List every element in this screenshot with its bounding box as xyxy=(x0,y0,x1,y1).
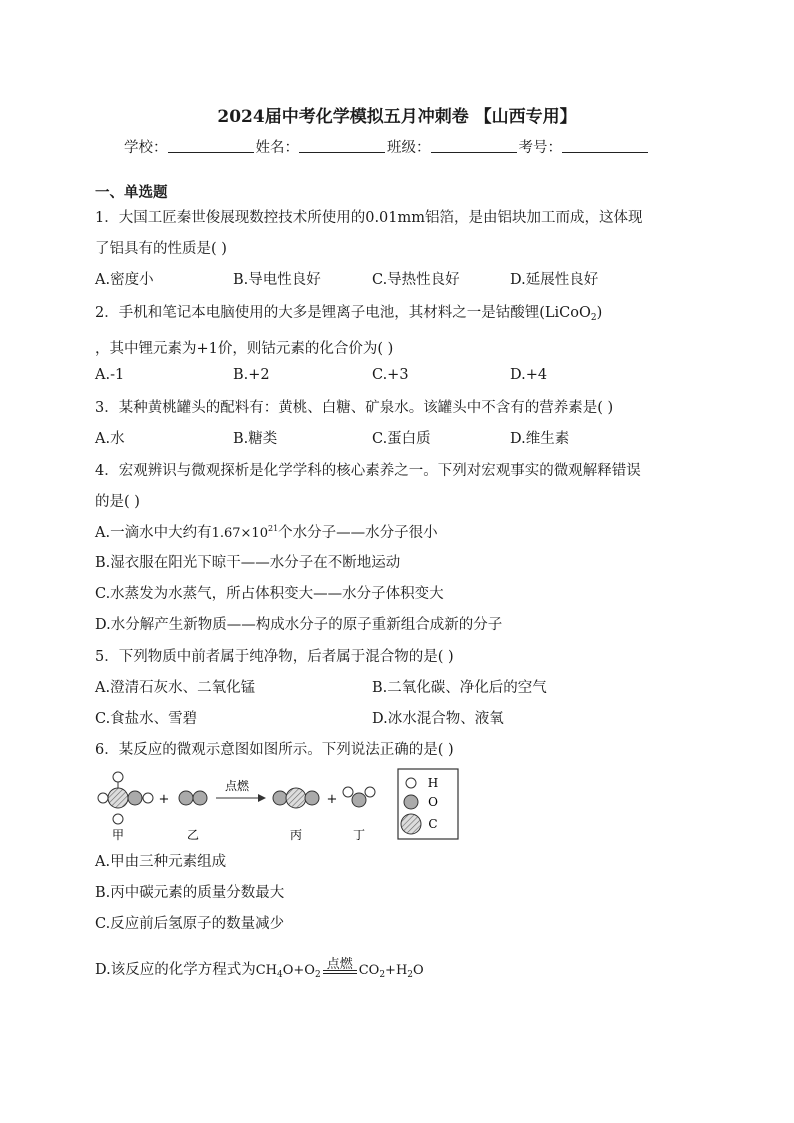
c-atom xyxy=(108,788,128,808)
plus-sign: + xyxy=(158,792,170,807)
legend-c-icon xyxy=(401,814,421,834)
student-info-row xyxy=(124,136,650,157)
plus-sign: + xyxy=(326,792,338,807)
q4-option-a-number: 1.67×10 xyxy=(211,526,268,541)
q3-stem-line1: 3．某种黄桃罐头的配料有：黄桃、白糖、矿泉水。该罐头中不含有的营养素是( ) xyxy=(95,400,614,416)
molecule-bing xyxy=(273,788,319,808)
q6-option-b[interactable]: B.丙中碳元素的质量分数最大 xyxy=(95,885,285,901)
q2-stem-line1 xyxy=(95,301,602,322)
q2-stem-text: 2．手机和笔记本电脑使用的大多是锂离子电池，其材料之一是钴酸锂 xyxy=(95,305,540,321)
q4-option-a[interactable] xyxy=(95,521,438,542)
h-atom xyxy=(113,772,123,782)
section-heading: 一、单选题 xyxy=(95,184,168,201)
h-atom xyxy=(98,793,108,803)
h-atom xyxy=(343,787,353,797)
condition-label: 点燃 xyxy=(224,779,250,793)
chemical-equation xyxy=(255,957,424,980)
arrow-head xyxy=(258,794,266,802)
label-ding: 丁 xyxy=(352,828,366,842)
q4-option-d[interactable]: D.水分解产生新物质——构成水分子的原子重新组合成新的分子 xyxy=(95,617,503,633)
school-label: 学校： xyxy=(124,140,168,156)
q3-option-d[interactable]: D.维生素 xyxy=(510,431,570,447)
h-atom xyxy=(143,793,153,803)
q2-option-a[interactable]: A.-1 xyxy=(95,367,125,383)
q4-option-a-pre: A.一滴水中大约有 xyxy=(95,525,212,541)
reaction-diagram xyxy=(90,765,470,845)
o-atom xyxy=(179,791,193,805)
o-atom xyxy=(128,791,142,805)
q6-option-a[interactable]: A.甲由三种元素组成 xyxy=(95,854,227,870)
molecule-yi xyxy=(179,791,207,805)
q2-option-d[interactable]: D.+4 xyxy=(510,367,548,383)
q4-option-a-post: 个水分子——水分子很小 xyxy=(278,525,438,541)
eq-sub: 2 xyxy=(407,970,414,980)
q6-option-d-pre: D.该反应的化学方程式为 xyxy=(95,962,256,978)
page-title: 2024届中考化学模拟五月冲刺卷 【山西专用】 xyxy=(217,107,577,127)
q2-option-c[interactable]: C.+3 xyxy=(372,367,409,383)
school-blank[interactable] xyxy=(168,138,254,153)
c-atom xyxy=(286,788,306,808)
q5-option-d[interactable]: D.冰水混合物、液氧 xyxy=(372,711,504,727)
legend-o-icon xyxy=(404,795,418,809)
q6-option-c[interactable]: C.反应前后氢原子的数量减少 xyxy=(95,916,285,932)
legend-h-icon xyxy=(406,778,416,788)
legend-o: O xyxy=(428,795,438,809)
q2-formula xyxy=(539,305,602,321)
q2-option-b[interactable]: B.+2 xyxy=(233,367,270,383)
atom-legend xyxy=(398,769,458,839)
name-blank[interactable] xyxy=(299,138,385,153)
eq-product-2: +H xyxy=(385,963,408,978)
q2-stem-line2: ，其中锂元素为+1价，则钴元素的化合价为( ) xyxy=(95,341,394,357)
molecule-ding xyxy=(343,787,375,807)
q6-stem-line1: 6．某反应的微观示意图如图所示。下列说法正确的是( ) xyxy=(95,742,454,758)
q2-formula-sub: 2 xyxy=(590,313,597,323)
h-atom xyxy=(113,814,123,824)
o-atom xyxy=(352,793,366,807)
class-blank[interactable] xyxy=(431,138,517,153)
q4-option-c[interactable]: C.水蒸发为水蒸气，所占体积变大——水分子体积变大 xyxy=(95,586,444,602)
q3-option-c[interactable]: C.蛋白质 xyxy=(372,431,431,447)
q1-option-b[interactable]: B.导电性良好 xyxy=(233,272,321,288)
o-atom xyxy=(193,791,207,805)
eq-condition xyxy=(323,957,357,974)
q5-option-b[interactable]: B.二氧化碳、净化后的空气 xyxy=(372,680,547,696)
q4-option-a-exponent: 21 xyxy=(267,524,279,533)
q2-formula-close: ) xyxy=(596,305,603,321)
h-atom xyxy=(365,787,375,797)
q2-formula-main: (LiCoO xyxy=(539,305,591,321)
q1-option-c[interactable]: C.导热性良好 xyxy=(372,272,460,288)
q5-stem-line1: 5．下列物质中前者属于纯净物，后者属于混合物的是( ) xyxy=(95,649,454,665)
molecule-jia xyxy=(98,772,153,824)
q5-option-a[interactable]: A.澄清石灰水、二氧化锰 xyxy=(95,680,256,696)
o-atom xyxy=(305,791,319,805)
q5-option-c[interactable]: C.食盐水、雪碧 xyxy=(95,711,198,727)
legend-c: C xyxy=(428,817,438,831)
q3-option-a[interactable]: A.水 xyxy=(95,431,125,447)
exam-number-label: 考号： xyxy=(518,140,562,156)
q1-stem-line2: 了铝具有的性质是( ) xyxy=(95,241,227,257)
eq-condition-text: 点燃 xyxy=(326,957,353,972)
label-yi: 乙 xyxy=(186,828,200,842)
class-label: 班级： xyxy=(387,140,431,156)
o-atom xyxy=(273,791,287,805)
q1-option-a[interactable]: A.密度小 xyxy=(95,272,154,288)
eq-product-2-tail: O xyxy=(413,963,424,978)
label-jia: 甲 xyxy=(111,828,125,842)
eq-sub: 4 xyxy=(277,970,283,980)
label-bing: 丙 xyxy=(289,828,303,842)
eq-product-1: CO xyxy=(358,963,380,978)
exam-number-blank[interactable] xyxy=(562,138,648,153)
q1-option-d[interactable]: D.延展性良好 xyxy=(510,272,599,288)
q4-stem-line1: 4．宏观辨识与微观探析是化学学科的核心素养之一。下列对宏观事实的微观解释错误 xyxy=(95,463,641,479)
q4-stem-line2: 的是( ) xyxy=(95,494,140,510)
q3-option-b[interactable]: B.糖类 xyxy=(233,431,278,447)
eq-sub: 2 xyxy=(314,970,321,980)
name-label: 姓名： xyxy=(255,140,299,156)
legend-h: H xyxy=(427,776,439,790)
q4-option-b[interactable]: B.湿衣服在阳光下晾干——水分子在不断地运动 xyxy=(95,555,401,571)
eq-sub: 2 xyxy=(379,970,386,980)
q1-stem-line1: 1．大国工匠秦世俊展现数控技术所使用的0.01mm铝箔，是由铝块加工而成，这体现 xyxy=(95,210,643,226)
q6-option-d[interactable] xyxy=(95,958,424,979)
eq-reactant-2: O+O xyxy=(282,963,315,978)
eq-reactant-1: CH xyxy=(255,963,278,978)
